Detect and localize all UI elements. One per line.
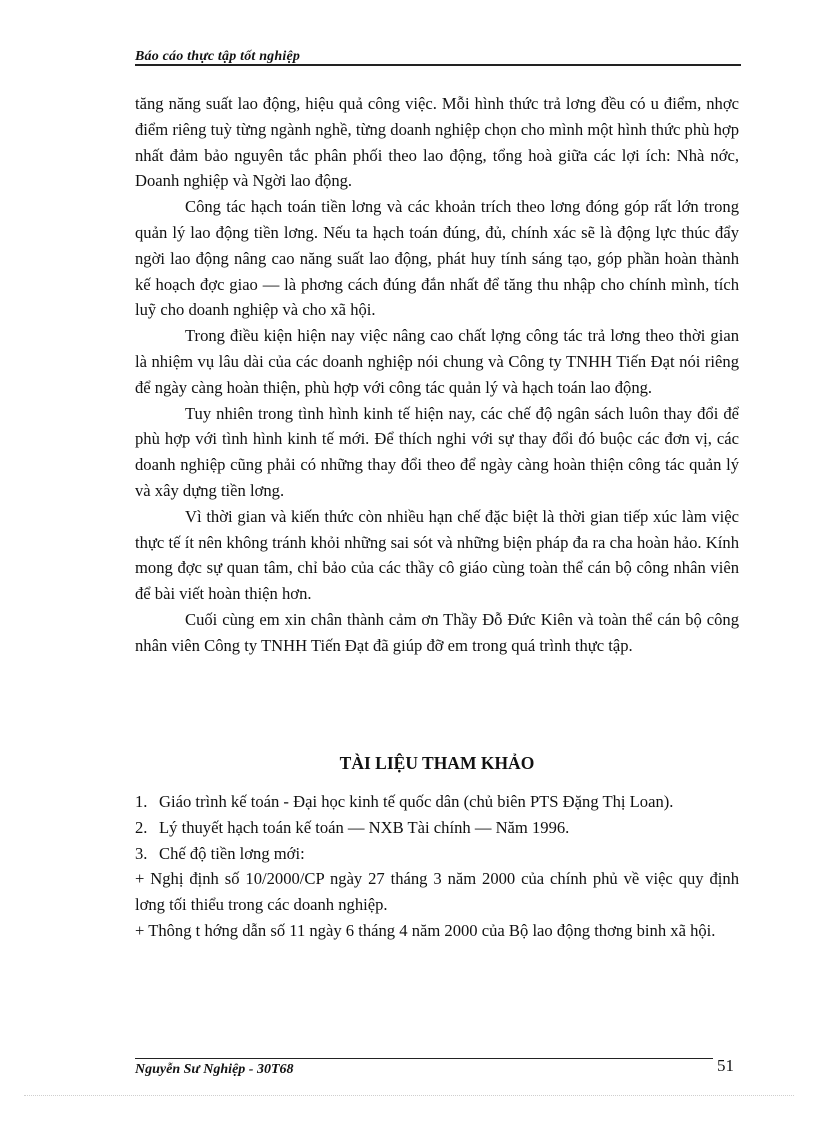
paragraph: tăng năng suất lao động, hiệu quả công việc. Mỗi hình thức trả lơng đều có u điểm, nhợc điểm riêng tuỳ từng ngành nghề, từng doanh nghiệp chọn cho mình một hình thức phù hợp nhất đảm bảo nguyên tắc phân phối theo lao động, tổng hoà giữa các lợi ích: Nhà nớc, Doanh nghiệp và Ngời lao động.	[135, 94, 739, 191]
reference-text: Lý thuyết hạch toán kế toán — NXB Tài chính — Năm 1996.	[159, 817, 570, 837]
footer-author: Nguyễn Sư Nghiệp - 30T68	[135, 1062, 294, 1077]
page-bottom-dotted-line	[24, 1095, 794, 1096]
reference-sub-item: + Thông t hớng dẫn số 11 ngày 6 tháng 4 năm 2000 của Bộ lao động thơng binh xã hội.	[135, 920, 716, 940]
paragraph: Trong điều kiện hiện nay việc nâng cao chất lợng công tác trả lơng theo thời gian là nhiệm vụ lâu dài của các doanh nghiệp nói chung và Công ty TNHH Tiến Đạt nói riêng để ngày càng hoàn thiện, phù hợp với công tác quản lý và hạch toán lao động.	[135, 326, 739, 397]
header-divider	[135, 64, 741, 66]
paragraph: Vì thời gian và kiến thức còn nhiều hạn chế đặc biệt là thời gian tiếp xúc làm việc thực tế ít nên không tránh khỏi những sai sót và những biện pháp đa ra cha hoàn hảo. Kính mong đợc sự quan tâm, chỉ bảo của các thầy cô giáo cùng toàn thể cán bộ công nhân viên để bài viết hoàn thiện hơn.	[135, 506, 739, 604]
page-number: 51	[717, 1056, 734, 1075]
reference-text: Chế độ tiền lơng mới:	[159, 843, 305, 863]
references-heading: TÀI LIỆU THAM KHẢO	[339, 753, 535, 773]
reference-number: 3.	[135, 843, 148, 863]
paragraph: Tuy nhiên trong tình hình kinh tế hiện nay, các chế độ ngân sách luôn thay đổi để phù hợp với tình hình kinh tế mới. Để thích nghi với sự thay đổi đó buộc các đơn vị, các doanh nghiệp cũng phải có những thay đổi theo để ngày càng hoàn thiện công tác quản lý và xây dựng tiền lơng.	[135, 403, 739, 500]
reference-number: 1.	[135, 792, 148, 811]
reference-item	[135, 841, 739, 867]
reference-text: Giáo trình kế toán - Đại học kinh tế quốc dân (chủ biên PTS Đặng Thị Loan).	[159, 792, 674, 811]
reference-number: 2.	[135, 817, 148, 837]
paragraph: Cuối cùng em xin chân thành cảm ơn Thầy Đỗ Đức Kiên và toàn thể cán bộ công nhân viên Công ty TNHH Tiến Đạt đã giúp đỡ em trong quá trình thực tập.	[135, 609, 739, 655]
paragraph: Công tác hạch toán tiền lơng và các khoản trích theo lơng đóng góp rất lớn trong quản lý lao động tiền lơng. Nếu ta hạch toán đúng, đủ, chính xác sẽ là động lực thúc đẩy ngời lao động nâng cao năng suất lao động, phát huy tính sáng tạo, góp phần hoàn thành kế hoạch đợc giao — là phơng cách đúng đắn nhất để tăng thu nhập cho chính mình, tích luỹ cho doanh nghiệp và cho xã hội.	[135, 197, 739, 320]
reference-item	[135, 815, 739, 841]
footer-divider	[135, 1058, 713, 1059]
running-header-title: Báo cáo thực tập tốt nghiệp	[135, 49, 301, 64]
reference-item	[135, 789, 739, 815]
body-text	[135, 91, 739, 659]
references-list	[135, 789, 739, 944]
reference-sub-item: + Nghị định số 10/2000/CP ngày 27 tháng 3 năm 2000 của chính phủ về việc quy định lơng tối thiểu trong các doanh nghiệp.	[135, 869, 739, 915]
